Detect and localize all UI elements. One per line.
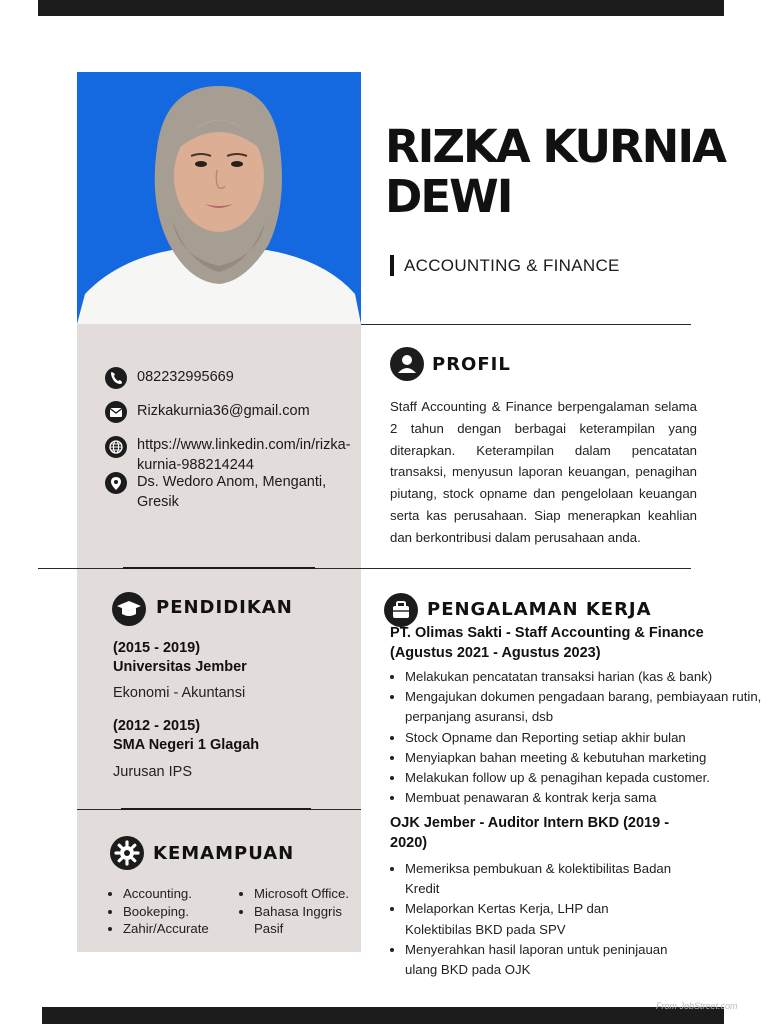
education-school-2: SMA Negeri 1 Glagah [113,737,260,753]
skill-item: • Accounting. [123,885,233,903]
phone-number[interactable]: 082232995669 [137,369,234,385]
education-heading: PENDIDIKAN [156,597,293,618]
education-school-1: Universitas Jember [113,659,247,675]
skills-heading: KEMAMPUAN [153,843,295,864]
linkedin-url-line-1: https://www.linkedin.com/in/rizka- [137,437,351,453]
skills-list-left [105,885,233,938]
name-line-1: RIZKA KURNIA [385,120,725,173]
job-title-1: PT. Olimas Sakti - Staff Accounting & Finance (Agustus 2021 - Agustus 2023) [390,625,704,661]
profile-heading: PROFIL [432,354,511,375]
name-line-2: DEWI [385,170,512,223]
job-task: • Stock Opname dan Reporting setiap akhir bulan [405,728,765,748]
divider-accent-education [123,567,315,569]
job-task: • Melaporkan Kertas Kerja, LHP dan Kolektibilas BKD pada SPV [405,899,675,939]
user-icon [390,347,424,381]
source-watermark: From JobStreet.com [656,1001,738,1011]
role-accent-bar [390,255,394,276]
education-major-1: Ekonomi - Akuntansi [113,685,246,701]
graduation-cap-icon [112,592,146,626]
job-task: • Melakukan pencatatan transaksi harian (kas & bank) [405,667,765,687]
job-tasks-2 [390,859,675,980]
linkedin-url[interactable] [137,435,351,475]
education-period-2: (2012 - 2015) [113,718,201,734]
experience-heading: PENGALAMAN KERJA [427,599,652,620]
address-line-2: Gresik [137,494,179,510]
globe-icon [105,436,127,458]
job-task: • Melakukan follow up & penagihan kepada customer. [405,768,765,788]
skill-item: • Bookeping. [123,903,233,921]
profile-summary: Staff Accounting & Finance berpengalaman selama 2 tahun dengan berbagai keterampilan yang diterapkan. Keterampilan dalam pencatatan transaksi, menyusun laporan keuangan, penagihan piutang, stock opname dan pengelolaan keuangan serta kas perusahaan. Siap menerapkan keahlian dan berkontribusi dalam perusahaan anda. [390,399,697,545]
phone-icon [105,367,127,389]
skill-item: • Zahir/Accurate [123,920,233,938]
job-role: ACCOUNTING & FINANCE [404,256,620,275]
education-major-2: Jurusan IPS [113,764,192,780]
bottom-decorative-bar [42,1007,724,1024]
job-task: • Menyiapkan bahan meeting & kebutuhan marketing [405,748,765,768]
skill-item: • Microsoft Office. [254,885,366,903]
address-line-1: Ds. Wedoro Anom, Menganti, [137,474,327,490]
job-task: • Menyerahkan hasil laporan untuk peninjauan ulang BKD pada OJK [405,940,675,980]
email-address[interactable]: Rizkakurnia36@gmail.com [137,403,310,419]
briefcase-icon [384,593,418,627]
divider-accent-skills [121,808,311,810]
education-period-1: (2015 - 2019) [113,640,201,656]
linkedin-url-line-2: kurnia-988214244 [137,457,254,473]
job-title-2: OJK Jember - Auditor Intern BKD (2019 - 2020) [390,815,670,851]
divider-header [361,324,691,325]
job-task: • Mengajukan dokumen pengadaan barang, pembiayaan rutin, perpanjang asuransi, dsb [405,687,765,727]
gear-icon [110,836,144,870]
job-task: • Membuat penawaran & kontrak kerja sama [405,788,765,808]
skills-list-right [236,885,366,938]
envelope-icon [105,401,127,423]
job-task: • Memeriksa pembukuan & kolektibilitas Badan Kredit [405,859,675,899]
candidate-name [385,122,725,222]
location-pin-icon [105,472,127,494]
skill-item: • Bahasa Inggris Pasif [254,903,366,938]
profile-photo [77,72,361,324]
home-address [137,472,326,512]
job-tasks-1 [390,667,765,808]
top-decorative-bar [38,0,724,16]
